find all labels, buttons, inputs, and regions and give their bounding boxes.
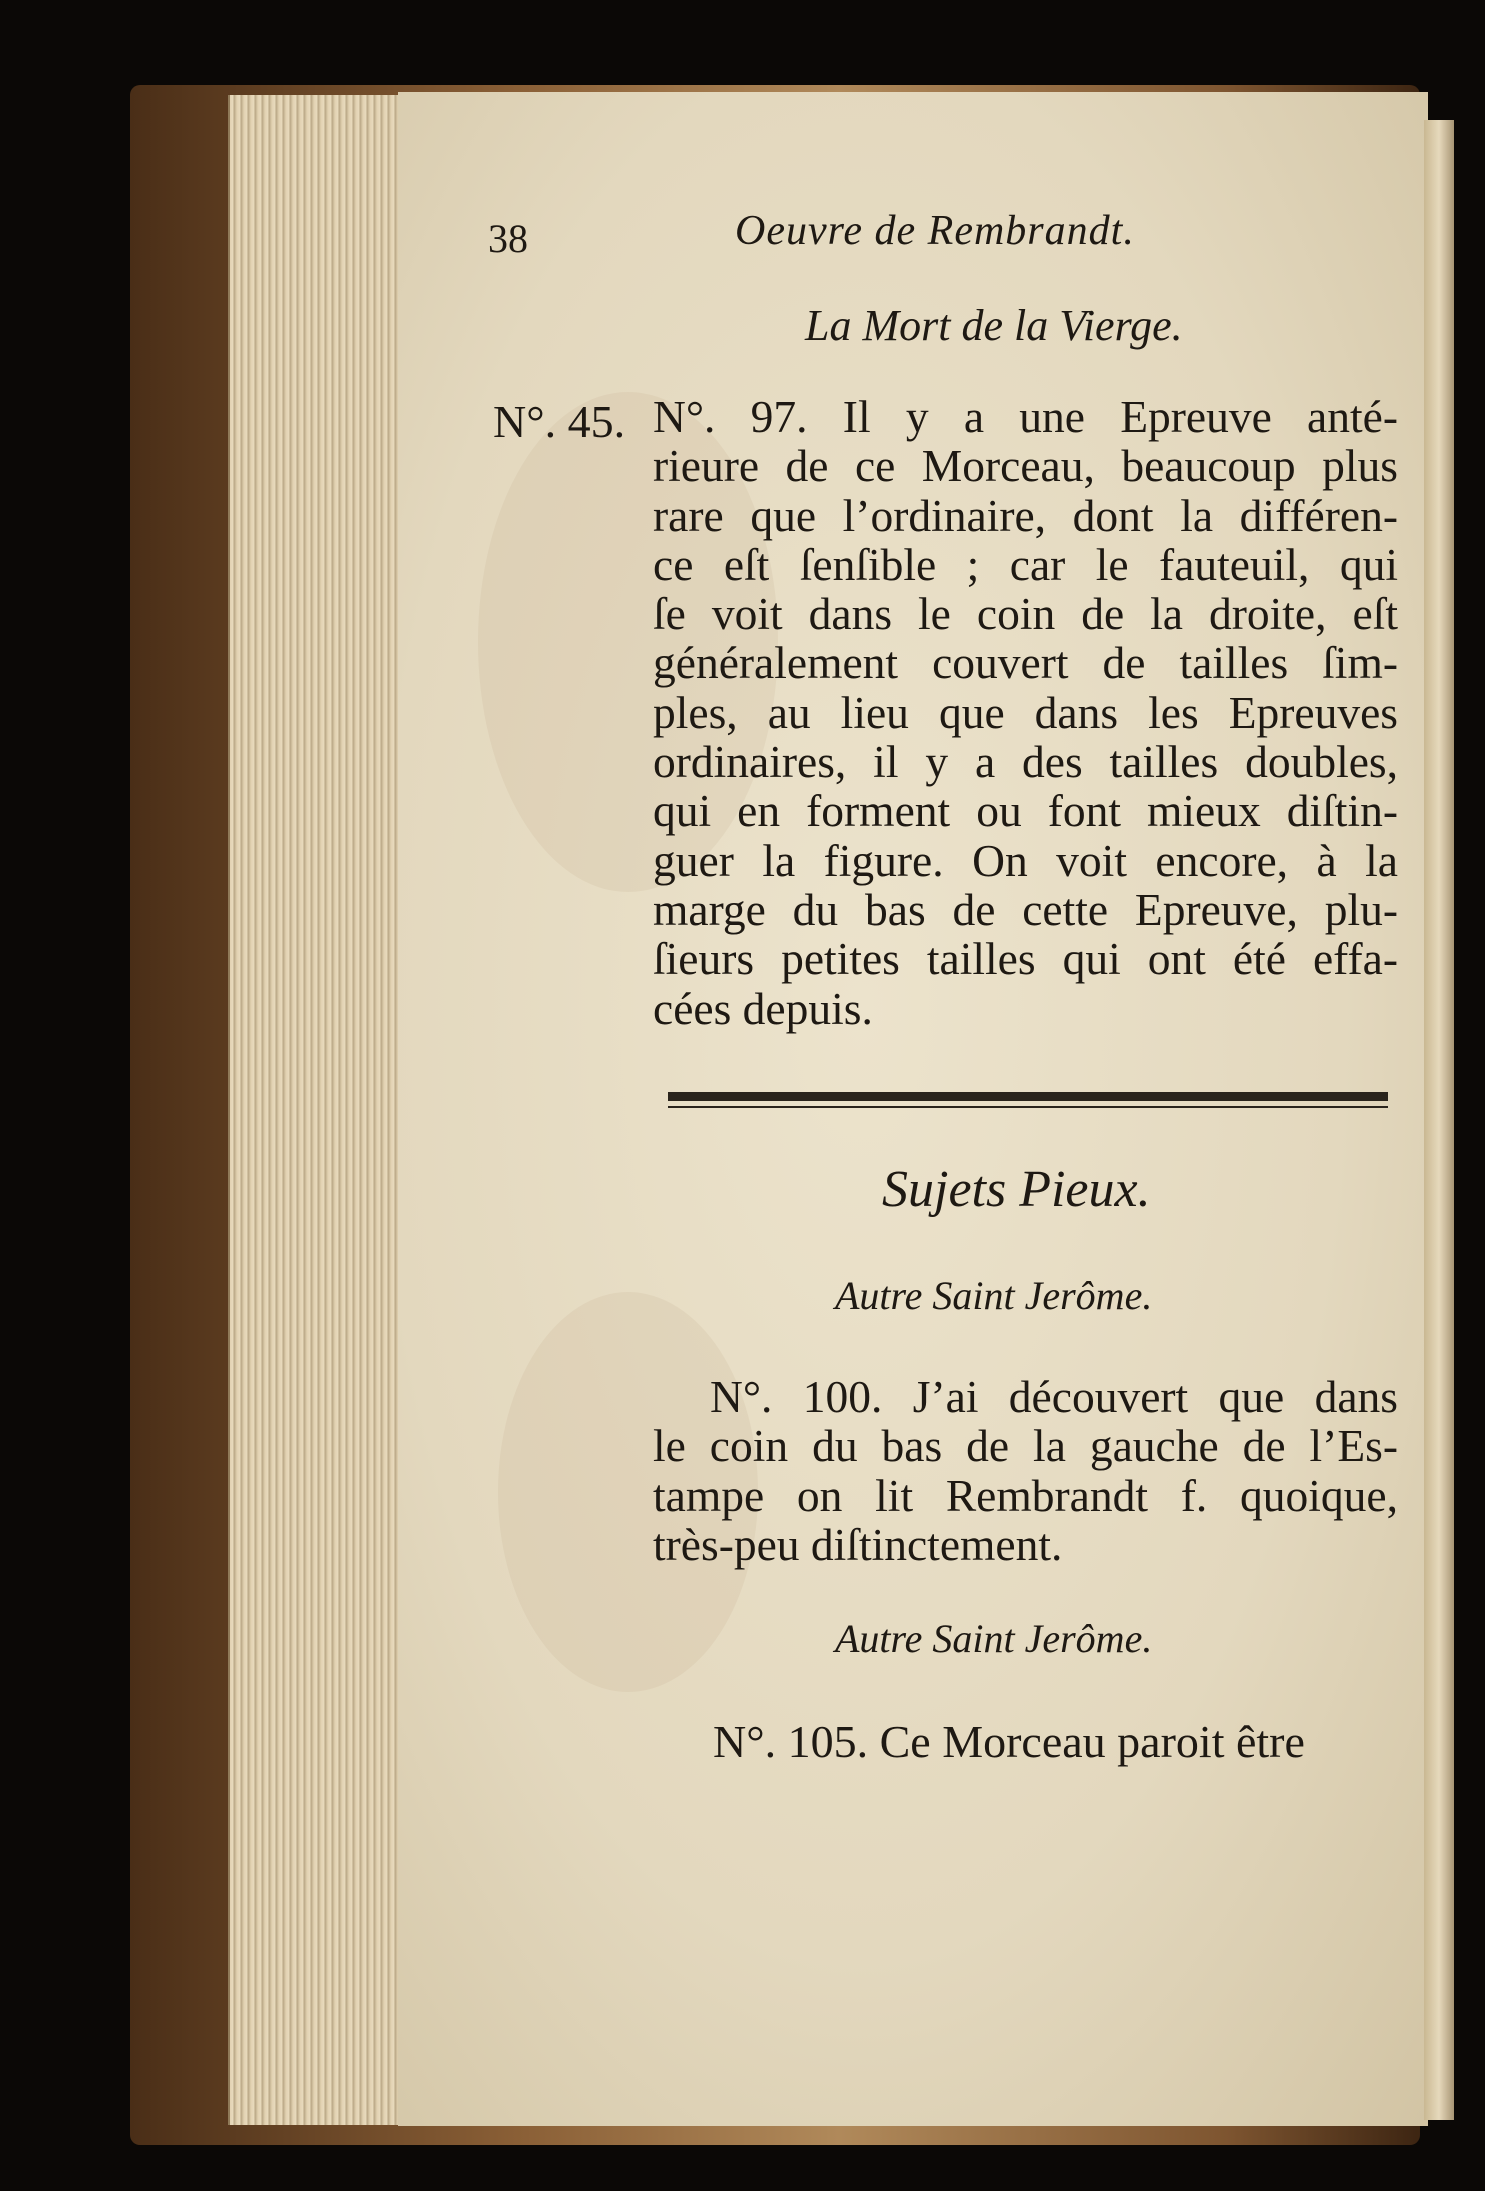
text-line: très-peu diſtinctement. <box>653 1518 1063 1570</box>
heading: La Mort de la Vierge. <box>805 301 1183 350</box>
text-line: ordinaires, il y a des tailles doubles, <box>653 736 1398 788</box>
text-line: marge du bas de cette Epreuve, plu- <box>653 883 1398 935</box>
running-head: Oeuvre de Rembrandt. <box>735 208 1135 254</box>
page-number: 38 <box>488 216 528 261</box>
text-line: cées depuis. <box>653 982 873 1034</box>
text-line: ſe voit dans le coin de la droite, eſt <box>653 588 1398 640</box>
text-line: tampe on lit Rembrandt f. quoique, <box>653 1469 1398 1521</box>
entry-97 <box>653 392 1398 1033</box>
text-line: rare que l’ordinaire, dont la différen- <box>653 489 1398 541</box>
text-line: N°. 100. J’ai découvert que dans <box>710 1371 1398 1422</box>
margin-number: N°. 45. <box>493 396 626 447</box>
text-line: généralement couvert de tailles ſim- <box>653 637 1398 689</box>
text-line: ce eſt ſenſible ; car le fauteuil, qui <box>653 538 1398 590</box>
entry-100 <box>653 1372 1398 1569</box>
text-line: N°. 97. Il y a une Epreuve anté- <box>653 391 1398 442</box>
subheading: Autre Saint Jerôme. <box>835 1273 1153 1318</box>
entry-105: N°. 105. Ce Morceau paroit être <box>713 1716 1305 1767</box>
section-title: Sujets Pieux. <box>882 1161 1151 1218</box>
section-divider <box>668 1092 1388 1108</box>
text-line: qui en forment ou font mieux diſtin- <box>653 785 1398 837</box>
text-line: ſieurs petites tailles qui ont été effa- <box>653 933 1398 985</box>
page-right-edge <box>1424 120 1454 2120</box>
text-line: le coin du bas de la gauche de l’Es- <box>653 1420 1398 1472</box>
text-line: rieure de ce Morceau, beaucoup plus <box>653 440 1398 492</box>
text-line: ples, au lieu que dans les Epreuves <box>653 686 1398 738</box>
page-edges <box>228 95 405 2125</box>
text-line: guer la figure. On voit encore, à la <box>653 834 1398 886</box>
subheading: Autre Saint Jerôme. <box>835 1616 1153 1661</box>
